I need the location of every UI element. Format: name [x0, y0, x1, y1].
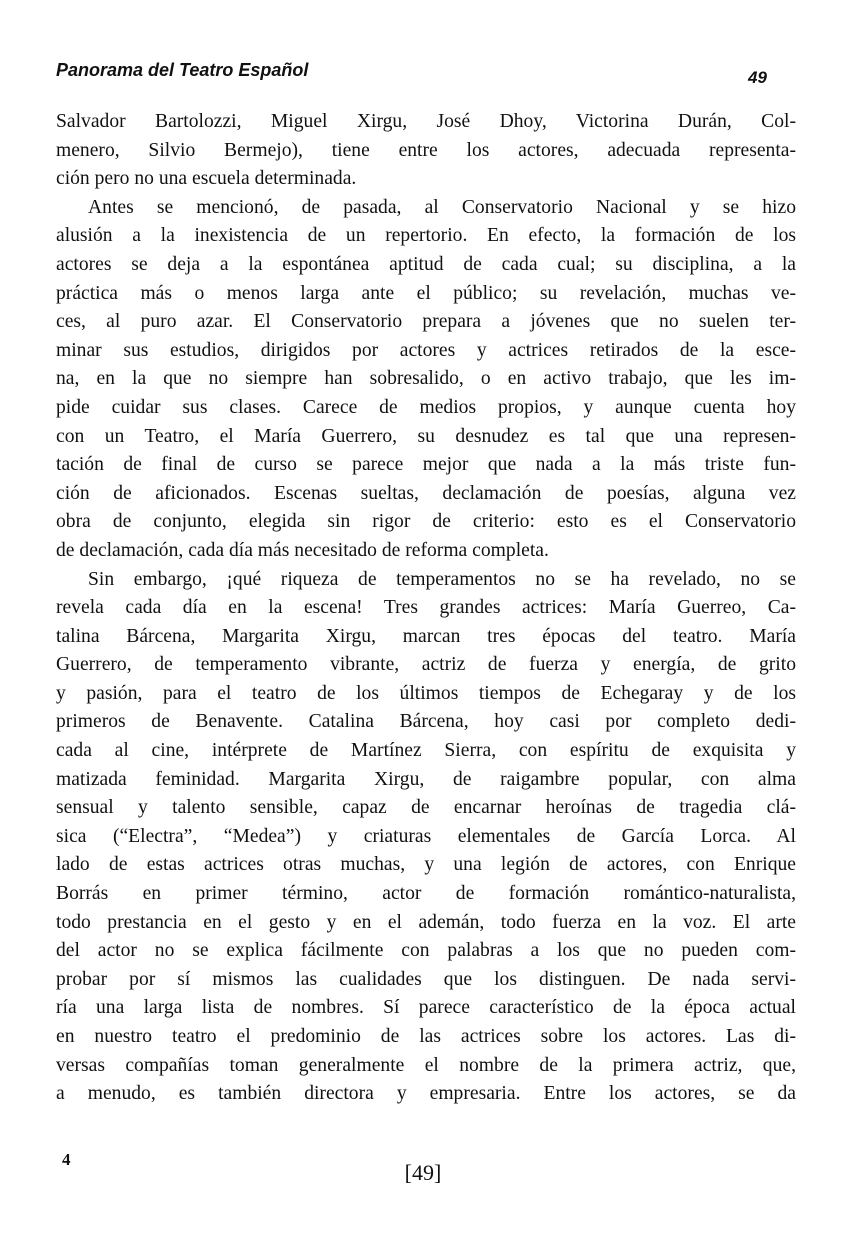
text-line: todo prestancia en el gesto y en el ademán, todo fuerza en la voz. El arte	[56, 911, 796, 933]
text-line: lado de estas actrices otras muchas, y una legión de actores, con Enrique	[56, 854, 796, 876]
text-line: menero, Silvio Bermejo), tiene entre los actores, adecuada representa-	[56, 139, 796, 161]
text-line: Sin embargo, ¡qué riqueza de temperamentos no se ha revelado, no se	[88, 568, 796, 590]
text-line: en nuestro teatro el predominio de las actrices sobre los actores. Las di-	[56, 1026, 796, 1047]
folio: [49]	[404, 1160, 442, 1185]
page-number: 49	[748, 68, 767, 87]
text-line: revela cada día en la escena! Tres grandes actrices: María Guerreo, Ca-	[56, 597, 796, 619]
text-line: matizada feminidad. Margarita Xirgu, de raigambre popular, con alma	[56, 768, 796, 790]
text-line: primeros de Benavente. Catalina Bárcena, hoy casi por completo dedi-	[56, 711, 796, 733]
text-line: con un Teatro, el María Guerrero, su desnudez es tal que una represen-	[56, 425, 796, 447]
text-line: tación de final de curso se parece mejor que nada a la más triste fun-	[56, 454, 796, 476]
text-line: práctica más o menos larga ante el público; su revelación, muchas ve-	[56, 282, 796, 304]
running-title: Panorama del Teatro Español	[56, 60, 309, 80]
text-line: Borrás en primer término, actor de formación romántico-naturalista,	[56, 883, 796, 905]
text-line: ción pero no una escuela determinada.	[56, 168, 357, 190]
text-line: talina Bárcena, Margarita Xirgu, marcan tres épocas del teatro. María	[56, 625, 796, 647]
text-line: alusión a la inexistencia de un repertorio. En efecto, la formación de los	[56, 225, 796, 247]
text-line: de declamación, cada día más necesitado de reforma completa.	[56, 539, 549, 561]
text-line: Guerrero, de temperamento vibrante, actriz de fuerza y energía, de grito	[56, 654, 796, 676]
text-line: Antes se mencionó, de pasada, al Conservatorio Nacional y se hizo	[88, 196, 796, 218]
text-line: cada al cine, intérprete de Martínez Sierra, con espíritu de exquisita y	[56, 740, 796, 762]
text-line: sensual y talento sensible, capaz de encarnar heroínas de tragedia clá-	[56, 797, 796, 819]
text-line: sica (“Electra”, “Medea”) y criaturas elementales de García Lorca. Al	[56, 825, 796, 847]
text-line: na, en la que no siempre han sobresalido, o en activo trabajo, que les im-	[56, 368, 796, 390]
text-line: actores se deja a la espontánea aptitud de cada cual; su disciplina, a la	[56, 253, 796, 275]
text-line: probar por sí mismos las cualidades que los distinguen. De nada servi-	[56, 968, 796, 990]
text-line: versas compañías toman generalmente el nombre de la primera actriz, que,	[56, 1054, 796, 1076]
text-line: pide cuidar sus clases. Carece de medios propios, y aunque cuenta hoy	[56, 396, 796, 418]
text-line: obra de conjunto, elegida sin rigor de criterio: esto es el Conservatorio	[56, 511, 796, 533]
text-line: y pasión, para el teatro de los últimos tiempos de Echegaray y de los	[56, 682, 796, 704]
text-line: del actor no se explica fácilmente con palabras a los que no pueden com-	[56, 940, 796, 962]
text-line: ría una larga lista de nombres. Sí parece característico de la época actual	[56, 997, 796, 1019]
signature-mark: 4	[62, 1150, 71, 1169]
text-line: ces, al puro azar. El Conservatorio prepara a jóvenes que no suelen ter-	[56, 311, 796, 333]
text-line: ción de aficionados. Escenas sueltas, declamación de poesías, alguna vez	[56, 482, 796, 504]
text-line: a menudo, es también directora y empresaria. Entre los actores, se da	[56, 1083, 796, 1105]
text-line: Salvador Bartolozzi, Miguel Xirgu, José Dhoy, Victorina Durán, Col-	[56, 111, 796, 132]
body-text	[56, 108, 796, 1109]
text-line: minar sus estudios, dirigidos por actores y actrices retirados de la esce-	[56, 339, 796, 361]
